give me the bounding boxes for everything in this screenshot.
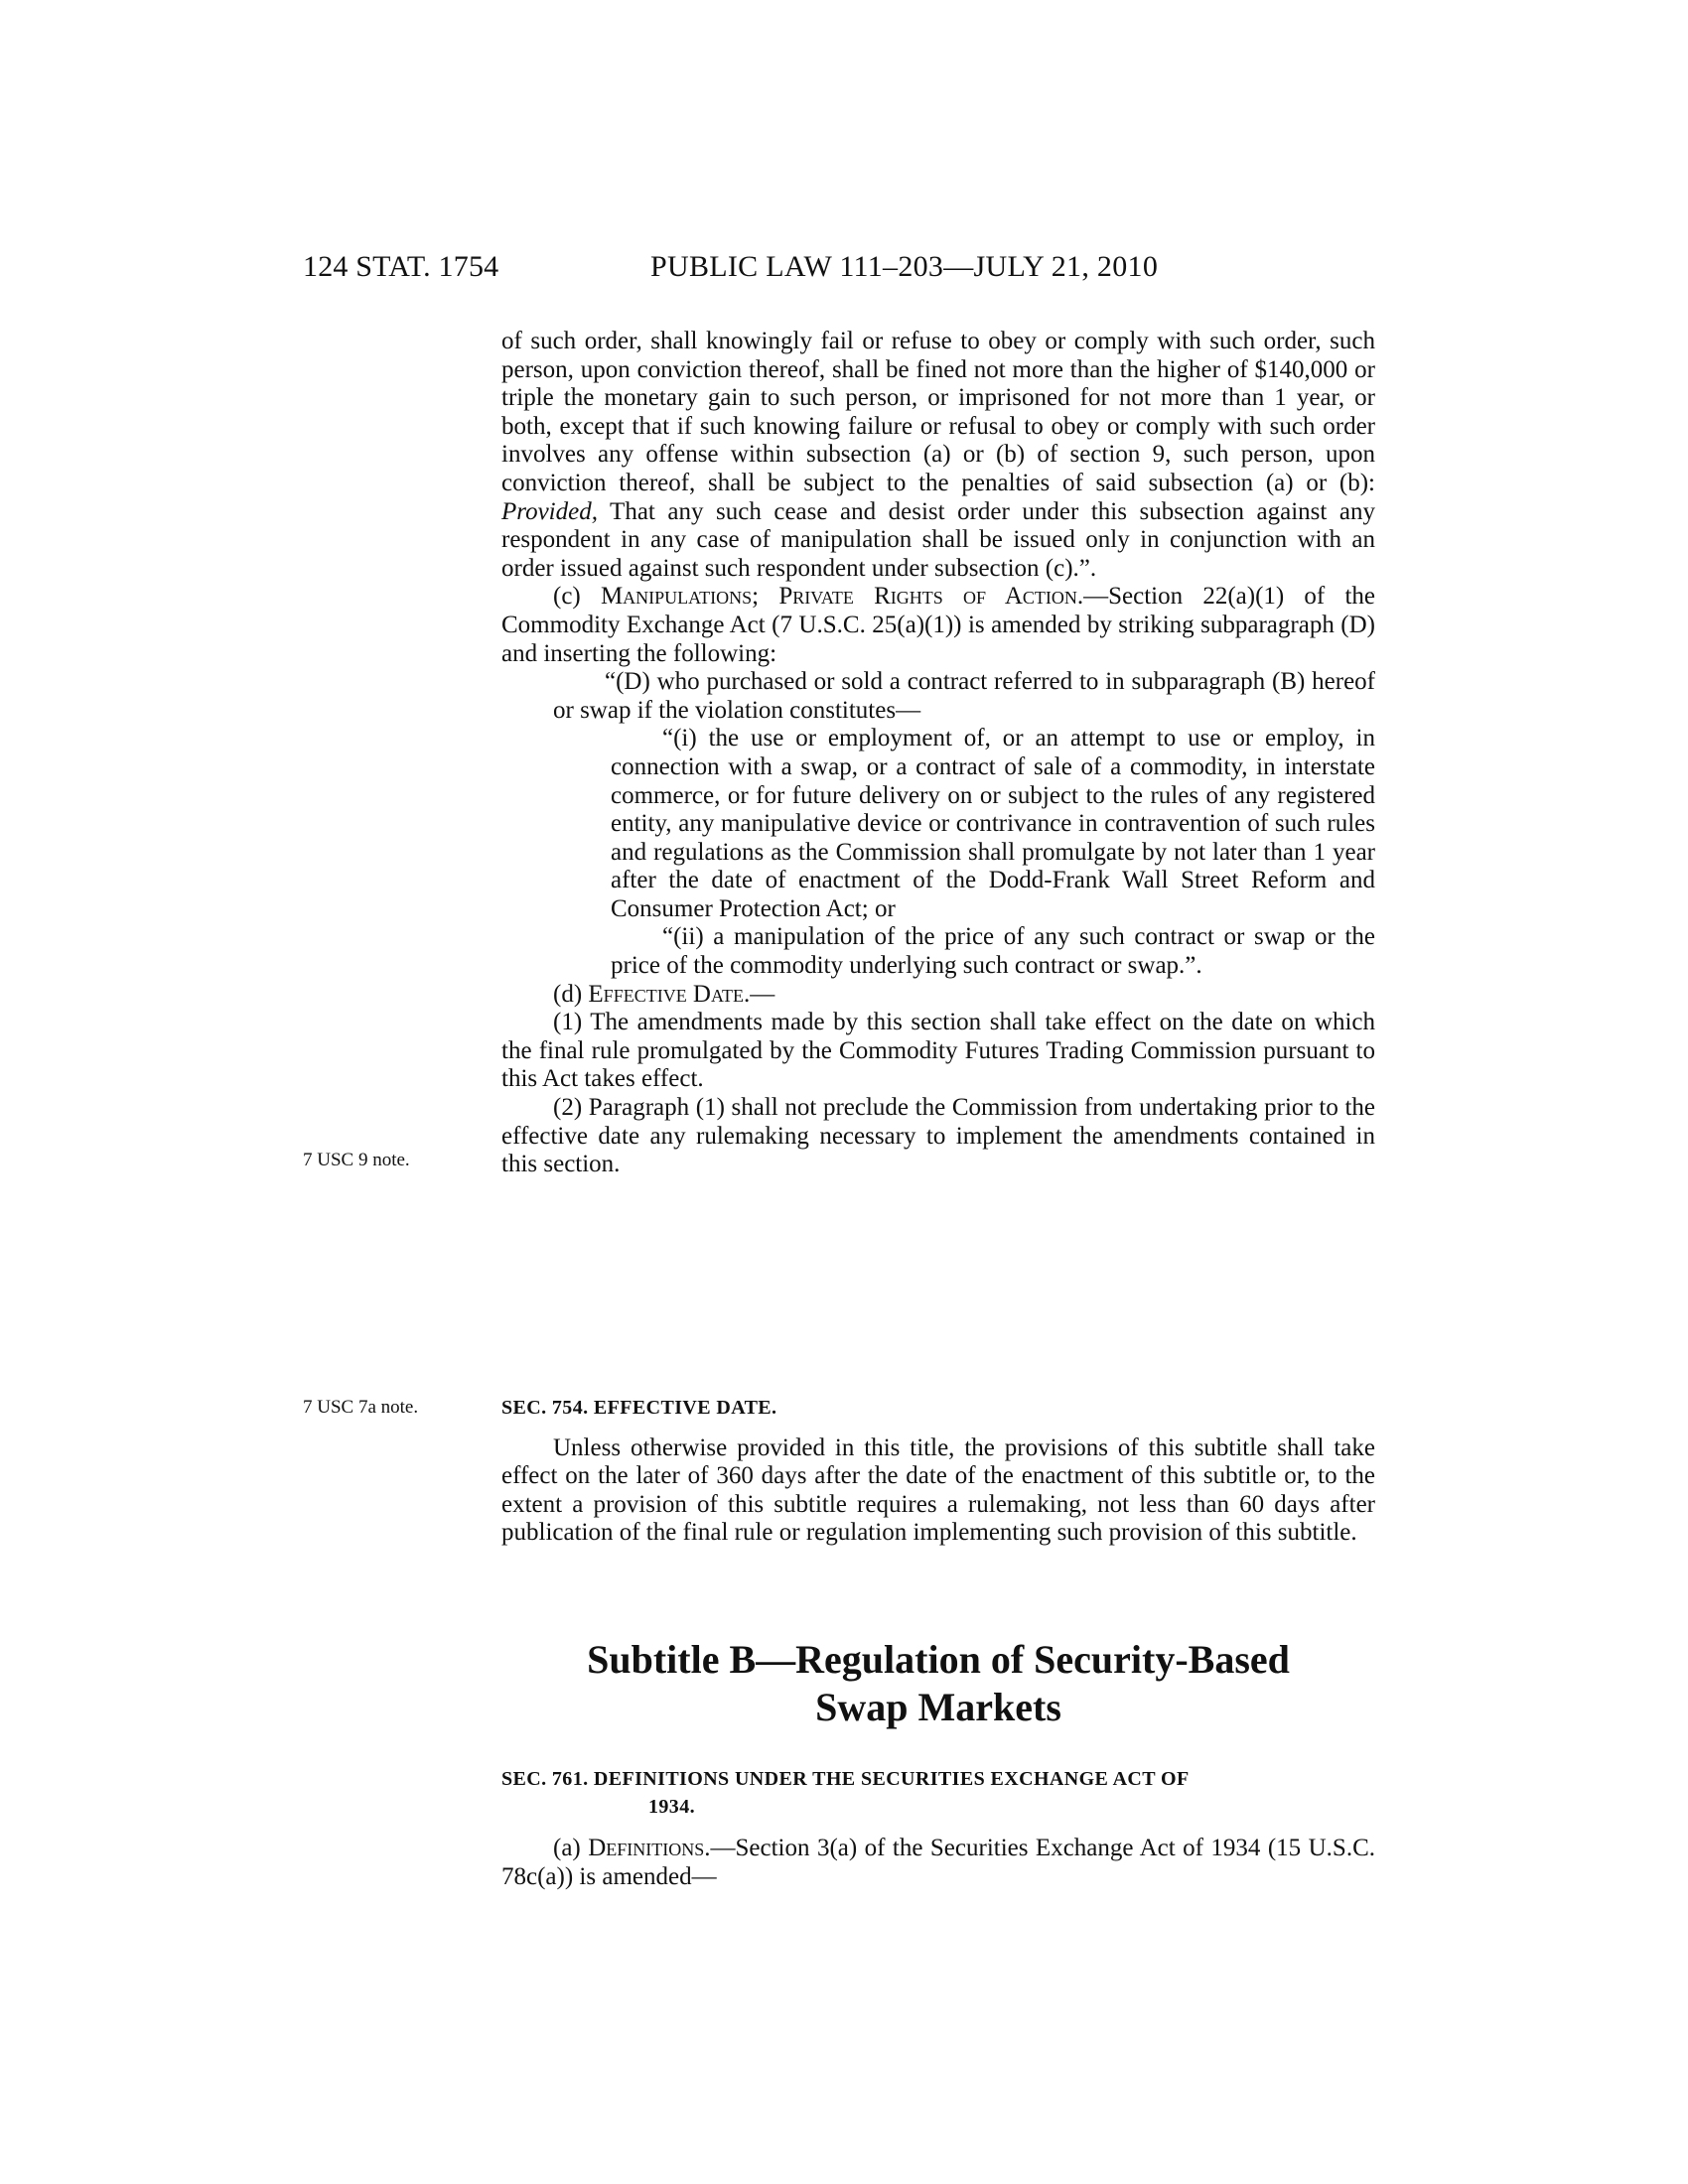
main-text-block: [501, 328, 1375, 1179]
section-754-heading: SEC. 754. EFFECTIVE DATE.: [501, 1397, 777, 1419]
paragraph-d: [501, 981, 1375, 1010]
margin-note-7-usc-7a: 7 USC 7a note.: [303, 1397, 419, 1418]
section-761-heading-line1: SEC. 761. DEFINITIONS UNDER THE SECURITIES EXCHANGE ACT OF: [501, 1768, 1190, 1790]
section-761-heading: [501, 1765, 1375, 1821]
clause-i: “(i) the use or employment of, or an attempt to use or employ, in connection with a swap, or a contract of sale of a commodity, in interstate commerce, or for future delivery on or subject to the rules of any registered entity, any manipulative device or contrivance in contravention of such rules and regulations as the Commission shall promulgate by not later than 1 year after the date of enactment of the Dodd-Frank Wall Street Reform and Consumer Protection Act; or: [611, 725, 1375, 922]
subtitle-heading-line1: Subtitle B—Regulation of Security-Based: [587, 1637, 1290, 1682]
running-header: PUBLIC LAW 111–203—JULY 21, 2010: [650, 250, 1159, 283]
section-761-heading-line2: 1934.: [648, 1796, 695, 1818]
paragraph-c-text: —Section 22(a)(1) of the Commodity Exchange Act (7 U.S.C. 25(a)(1)) is amended by striking subparagraph (D) and inserting the following:: [501, 583, 1375, 667]
section-761-a-label: (a): [553, 1835, 581, 1861]
subtitle-heading: [501, 1636, 1375, 1731]
section-754-text: Unless otherwise provided in this title, the provisions of this subtitle shall take effect on the later of 360 days after the date of the enactment of this subtitle or, to the extent a provision of this subtitle requires a rulemaking, not less than 60 days after publication of the final rule or regulation implementing such provision of this subtitle.: [501, 1433, 1375, 1547]
section-761-a: [501, 1835, 1375, 1891]
paragraph-c-label: (c): [553, 583, 581, 611]
paragraph-c-heading: Manipulations; Private Rights of Action.: [600, 583, 1084, 611]
paragraph-d-label: (d): [553, 980, 583, 1008]
paragraph-c: [501, 583, 1375, 668]
paragraph-d-dash: —: [750, 980, 775, 1008]
paragraph-d2: (2) Paragraph (1) shall not preclude the Commission from undertaking prior to the effective date any rulemaking necessary to implement the amendments contained in this section.: [501, 1094, 1375, 1178]
section-761-a-heading: Definitions.: [588, 1835, 711, 1861]
paragraph-d1: (1) The amendments made by this section shall take effect on the date on which the final rule promulgated by the Commodity Futures Trading Commission pursuant to this Act takes effect.: [501, 1009, 1375, 1093]
section-761-a-text: —Section 3(a) of the Securities Exchange Act of 1934 (15 U.S.C. 78c(a)) is amended—: [501, 1835, 1375, 1890]
paragraph-b-tail: That any such cease and desist order under this subsection against any respondent in any case of manipulation shall be issued only in conjunction with an order issued against such respondent under subsection (c).”.: [501, 497, 1375, 582]
paragraph-b-text: of such order, shall knowingly fail or refuse to obey or comply with such order, such person, upon conviction thereof, shall be fined not more than the higher of $140,000 or triple the monetary gain to such person, or imprisoned for not more than 1 year, or both, except that if such knowing failure or refusal to obey or comply with such order involves any offense within subsection (a) or (b) of section 9, such person, upon conviction thereof, shall be subject to the penalties of said subsection (a) or (b):: [501, 328, 1375, 496]
paragraph-b-continued: [501, 328, 1375, 583]
page-stat-number: 124 STAT. 1754: [303, 250, 499, 283]
section-754: [501, 1394, 1375, 1548]
paragraph-d-heading: Effective Date.: [588, 980, 751, 1008]
section-761-a-paragraph: [501, 1835, 1375, 1891]
margin-note-7-usc-9: 7 USC 9 note.: [303, 1150, 410, 1170]
clause-ii: “(ii) a manipulation of the price of any such contract or swap or the price of the commodity underlying such contract or swap.”.: [611, 923, 1375, 980]
provided-italic: Provided,: [501, 497, 598, 525]
subtitle-heading-line2: Swap Markets: [815, 1685, 1061, 1729]
subparagraph-D: “(D) who purchased or sold a contract referred to in subparagraph (B) hereof or swap if the violation constitutes—: [553, 668, 1375, 724]
